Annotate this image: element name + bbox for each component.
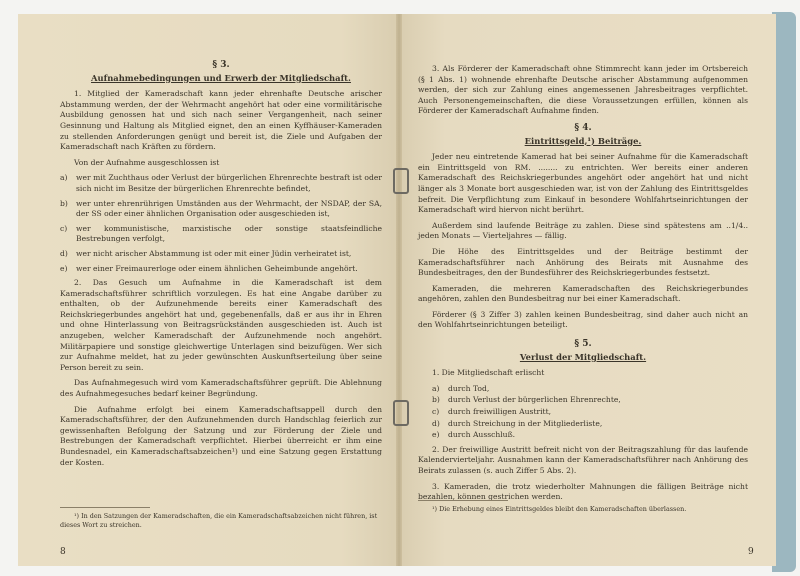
list-item: c) wer kommunistische, marxistische oder sonstige staatsfeindliche Bestrebungen verfolgt, <box>60 223 382 244</box>
left-page-text <box>60 54 382 473</box>
right-page-text <box>418 64 748 508</box>
left-page <box>18 14 398 566</box>
list-item: c) durch freiwilligen Austritt, <box>432 407 552 417</box>
staple <box>393 168 409 194</box>
list-item: b) durch Verlust der bürgerlichen Ehrenrechte, <box>432 395 621 405</box>
page-number: 8 <box>60 547 66 557</box>
loss-list <box>432 384 748 441</box>
list-item: e) wer einer Freimaurerloge oder einem ähnlichen Geheimbunde angehört. <box>60 263 358 273</box>
section-heading-3: § 3. <box>212 60 230 70</box>
list-item: b) wer unter ehrenrührigen Umständen aus der Wehrmacht, der NSDAP, der SA, der SS oder einer ähnlichen Organisation oder ausgeschieden ist, <box>60 198 382 219</box>
paragraph-application: 2. Das Gesuch um Aufnahme in die Kameradschaft ist dem Kameradschaftsführer schriftlich vorzulegen. Es hat eine Angabe darüber zu enthalten, ob der Aufzunehmende bereits einer Kameradschaft des Reichskriegerbundes angehört hat und, gegebenenfalls, daß er aus ihr in Ehren und ohne Hinterlassung von Beitragsrückständen ausgeschieden ist. Auch ist anzugeben, welcher Kameradschaft der Aufzunehmende noch angehört. Militärpapiere und sonstige gleichwertige Unterlagen sind beizufügen. Wer sich zur Aufnahme meldet, hat zu jeder gewünschten Auskunftserteilung über seine Person bereit zu sein. <box>60 278 382 372</box>
book-gutter <box>396 14 402 566</box>
footnote: ¹) In den Satzungen der Kameradschaften, die ein Kameradschaftsabzeichen nicht führen, ist dieses Wort zu streichen. <box>60 512 378 529</box>
section-heading-5: § 5. <box>574 339 592 350</box>
excluded-list <box>60 173 382 274</box>
section-title-3: Aufnahmebedingungen und Erwerb der Mitgliedschaft. <box>91 72 351 83</box>
paragraph-expiry: 1. Die Mitgliedschaft erlischt <box>432 368 545 378</box>
section-title-4: Eintrittsgeld,¹) Beiträge. <box>524 135 642 146</box>
list-item: a) durch Tod, <box>432 383 490 393</box>
paragraph-supporters: 3. Als Förderer der Kameradschaft ohne Stimmrecht kann jeder im Ortsbereich (§ 1 Abs. 1) wohnende ehrenhafte Deutsche arischer Abstammung aufgenommen werden, der sich zur Zahlung eines angemessenen Jahresbeitrages verpflichtet. Auch Personengemeinschaften, die diese Voraussetzungen erfüllen, können als Förderer der Kameradschaft Aufnahme finden. <box>418 64 748 116</box>
list-item: a) wer mit Zuchthaus oder Verlust der bürgerlichen Ehrenrechte bestraft ist oder sich nicht im Besitze der bürgerlichen Ehrenrechte befindet, <box>60 173 382 193</box>
paragraph-membership: 1. Mitglied der Kameradschaft kann jeder ehrenhafte Deutsche arischer Abstammung werden, der der Wehrmacht angehört hat oder eine vormilitärische Ausbildung genossen hat und sich nach seiner Vergangenheit, nach seiner Gesinnung und Haltung als Mitglied eignet, den an einen Kyffhäuser-Kameraden zu stellenden Anforderungen genügt und bereit ist, die Ziele und Aufgaben der Kameradschaft nach Kräften zu fördern. <box>60 89 382 152</box>
page-number: 9 <box>748 547 754 557</box>
list-item: d) durch Streichung in der Mitgliederliste, <box>432 418 603 428</box>
right-page <box>400 14 776 566</box>
paragraph-review: Das Aufnahmegesuch wird vom Kameradschaftsführer geprüft. Die Ablehnung des Aufnahmegesuches bedarf keiner Begründung. <box>60 378 382 399</box>
paragraph-amount: Die Höhe des Eintrittsgeldes und der Beiträge bestimmt der Kameradschaftsführer nach Anhörung des Beirats mit Ausnahme des Bundesbeitrages, den der Bundesführer des Reichskriegerbundes festsetzt. <box>418 246 748 278</box>
section-title-5: Verlust der Mitgliedschaft. <box>519 351 647 362</box>
footnote-rule <box>60 507 150 508</box>
paragraph-entry-fee: Jeder neu eintretende Kamerad hat bei seiner Aufnahme für die Kameradschaft ein Eintrittsgeld von RM. ........ zu entrichten. Wer bereits einer anderen Kameradschaft des Reichskriegerbundes angehört oder angehört hat und nicht länger als 3 Monate bort ausgeschieden war, ist von der Zahlung des Eintrittsgeldes befreit. Die Verpflichtung zum Einkauf in besondere Wohlfahrtseinrichtungen der Kameradschaft wird hiervon nicht berührt. <box>418 152 748 215</box>
paragraph-withdrawal: 2. Der freiwillige Austritt befreit nicht von der Beitragszahlung für das laufende Kalendervierteljahr. Ausnahmen kann der Kameradschaftsführer nach Anhörung des Beirats zulassen (s. auch Ziffer 5 Abs. 2). <box>418 444 748 475</box>
paragraph-removal: 3. Kameraden, die trotz wiederholter Mahnungen die fälligen Beiträge nicht bezahlen, können gestrichen werden. <box>418 481 748 502</box>
excluded-intro: Von der Aufnahme ausgeschlossen ist <box>74 157 220 167</box>
paragraph-admission: Die Aufnahme erfolgt bei einem Kameradschaftsappell durch den Kameradschaftsführer, der den Aufzunehmenden durch Handschlag feierlich zur gewissenhaften Befolgung der Satzung und zur Förderung der Ziele und Bestrebungen der Kameradschaft verpflichtet. Hierbei überreicht er ihm eine Bundesnadel, ein Kameradschaftsabzeichen¹) und eine Satzung gegen Erstattung der Kosten. <box>60 404 382 467</box>
left-footnote-area <box>60 499 382 529</box>
paragraph-supporter-fees: Förderer (§ 3 Ziffer 3) zahlen keinen Bundesbeitrag, sind daher auch nicht an den Wohlfahrtseinrichtungen beteiligt. <box>418 309 748 330</box>
list-item: d) wer nicht arischer Abstammung ist oder mit einer Jüdin verheiratet ist, <box>60 248 352 258</box>
section-heading-4: § 4. <box>574 122 592 133</box>
staple <box>393 400 409 426</box>
right-footnote-area <box>418 492 748 514</box>
list-item: e) durch Ausschluß. <box>432 430 516 440</box>
paragraph-multiple-membership: Kameraden, die mehreren Kameradschaften des Reichskriegerbundes angehören, zahlen den Bundesbeitrag nur bei einer Kameradschaft. <box>418 283 748 304</box>
paragraph-dues: Außerdem sind laufende Beiträge zu zahlen. Diese sind spätestens am ..1/4.. jeden Monats — Vierteljahres — fällig. <box>418 220 748 241</box>
footnote: ¹) Die Erhebung eines Eintrittsgeldes bleibt den Kameradschaften überlassen. <box>432 505 687 513</box>
footnote-rule <box>418 500 508 501</box>
